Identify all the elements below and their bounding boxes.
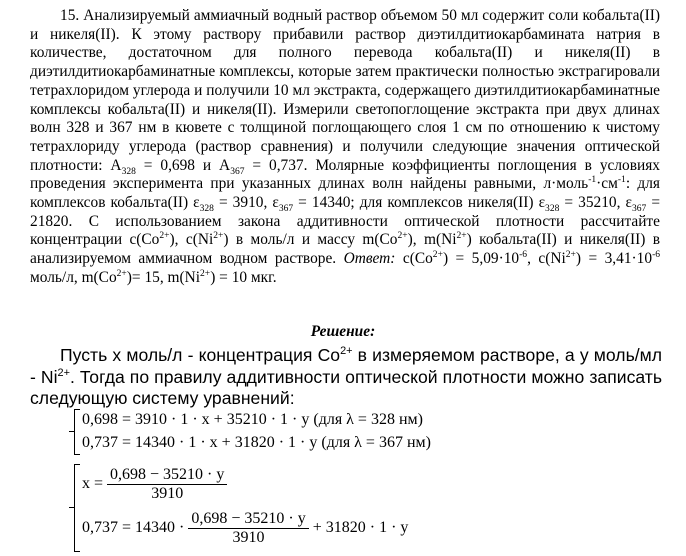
- equation-substituted: 0,737 = 14340 · $\frac{0,698 - 35210 \cdot y}{3910}$ + 31820 · 1 · y: [82, 510, 409, 546]
- equation-x: x = $\frac{0,698 - 35210 \cdot y}{3910}$: [82, 466, 227, 503]
- solution-text: [30, 345, 662, 410]
- solution-paragraph: Пусть x моль/л - концентрация $Co^{2+}$ в измеряемом растворе, а y моль/мл - $Ni^{2+}$. Тогда по правилу аддитивности оптической плотности можно записать следующую систему уравнений:: [30, 345, 662, 408]
- problem-paragraph: 15. Анализируемый аммиачный водный раствор объемом 50 мл содержит соли кобальта(II) и никеля(II). К этому раствору прибавили раствор диэтилдитиокарбамината натрия в количестве, достаточном для полного перевода кобальта(II) и никеля(II) в диэтилдитиокарбаминатные комплексы, которые затем практически полностью экстрагировали тетрахлоридом углерода и получили 10 мл экстракта, содержащего диэтилдитиокарбаминатные комплексы кобальта(II) и никеля(II). Измерили светопоглощение экстракта при двух длинах волн 328 и 367 нм в кювете с толщиной поглощающего слоя 1 см по отношению к чистому тетрахлориду углерода (раствор сравнения) и получили следующие значения оптической плотности: $A_{328} = 0,698$ и $A_{367} = 0,737$. Молярные коэффициенты поглощения в условиях проведения эксперимента при указанных длинах волн найдены равными, $л\cdot моль^{-1}\cdot см^{-1}$: для комплексов кобальта(II) $\varepsilon_{328} = 3910$, $\varepsilon_{367} = 14340$; для комплексов никеля(II) $\varepsilon_{328} = 35210$, $\varepsilon_{367} = 21820$. С использованием закона аддитивности оптической плотности рассчитайте концентрации $c(Co^{2+})$, $c(Ni^{2+})$ в моль/л и массу $m(Co^{2+})$, $m(Ni^{2+})$ кобальта(II) и никеля(II) в анализируемом аммиачном водном растворе. Ответ: $c(Co^{2+}) = 5,09\cdot 10^{-6}$, $c(Ni^{2+}) = 3,41\cdot 10^{-6}$ моль/л, $m(Co^{2+})= 15$, $m(Ni^{2+}) = 10$ мкг.: [30, 7, 661, 286]
- fraction: $\frac{0,698 - 35210 \cdot y}{3910}$: [188, 510, 308, 547]
- problem-text: [30, 7, 660, 288]
- fraction: $\frac{0,698 - 35210 \cdot y}{3910}$: [107, 466, 227, 503]
- left-brace: [74, 464, 75, 552]
- equation-2: 0,737 = 14340 · 1 · x + 31820 · 1 · y (для λ = 367 нм): [82, 434, 431, 451]
- equation-1: 0,698 = 3910 · 1 · x + 35210 · 1 · y (для λ = 328 нм): [82, 411, 423, 428]
- equation-system-1: [74, 409, 494, 455]
- solution-heading: Решение:: [310, 323, 376, 340]
- equation-system-2: [74, 464, 494, 552]
- left-brace: [74, 409, 75, 455]
- answer-label: Ответ:: [343, 250, 396, 268]
